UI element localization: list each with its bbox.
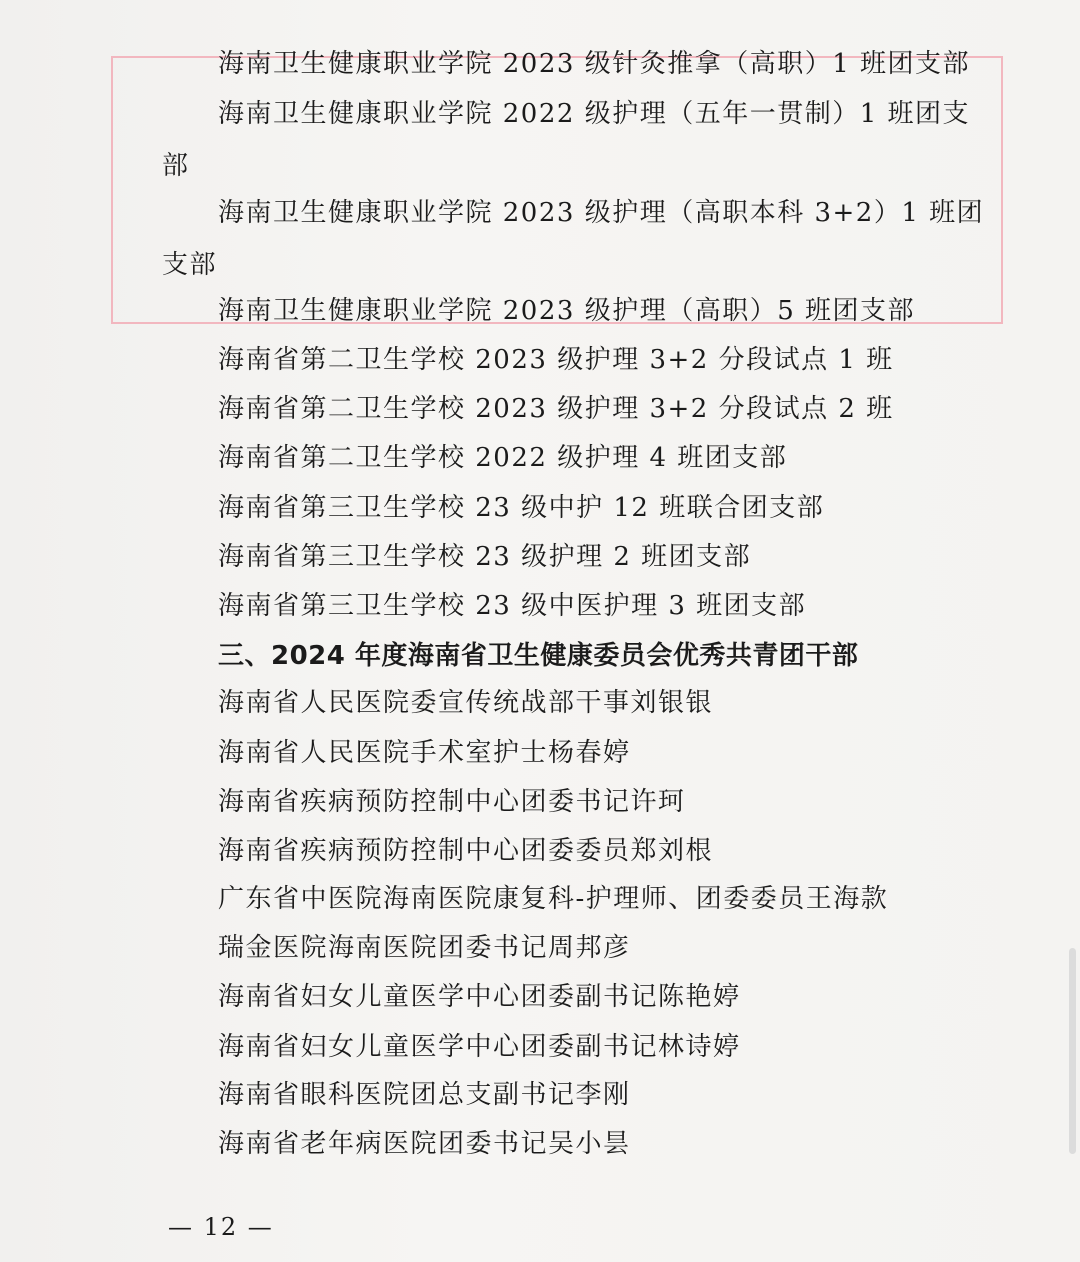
list-item: 海南省第三卫生学校 23 级护理 2 班团支部 xyxy=(218,542,752,572)
cadre-item: 海南省疾病预防控制中心团委委员郑刘根 xyxy=(218,836,714,866)
list-item: 海南省第二卫生学校 2023 级护理 3+2 分段试点 2 班 xyxy=(218,394,894,424)
list-item-continuation: 部 xyxy=(162,151,190,181)
cadre-item: 海南省人民医院手术室护士杨春婷 xyxy=(218,738,631,768)
cadre-item: 海南省妇女儿童医学中心团委副书记林诗婷 xyxy=(218,1032,741,1062)
list-item: 海南省第二卫生学校 2022 级护理 4 班团支部 xyxy=(218,443,788,473)
list-item: 海南卫生健康职业学院 2023 级针灸推拿（高职）1 班团支部 xyxy=(218,49,971,79)
cadre-item: 海南省人民医院委宣传统战部干事刘银银 xyxy=(218,688,714,718)
cadre-item: 广东省中医院海南医院康复科-护理师、团委委员王海款 xyxy=(218,884,889,914)
list-item: 海南省第二卫生学校 2023 级护理 3+2 分段试点 1 班 xyxy=(218,345,894,375)
list-item: 海南卫生健康职业学院 2023 级护理（高职）5 班团支部 xyxy=(218,296,916,326)
list-item-continuation: 支部 xyxy=(162,250,218,280)
list-item: 海南卫生健康职业学院 2023 级护理（高职本科 3+2）1 班团 xyxy=(218,198,985,228)
cadre-item: 瑞金医院海南医院团委书记周邦彦 xyxy=(218,933,631,963)
scrollbar-thumb[interactable] xyxy=(1069,948,1076,1154)
highlight-box xyxy=(111,56,1003,324)
cadre-item: 海南省眼科医院团总支副书记李刚 xyxy=(218,1080,631,1110)
list-item: 海南省第三卫生学校 23 级中护 12 班联合团支部 xyxy=(218,493,825,523)
cadre-item: 海南省妇女儿童医学中心团委副书记陈艳婷 xyxy=(218,982,741,1012)
section-heading: 三、2024 年度海南省卫生健康委员会优秀共青团干部 xyxy=(218,641,859,671)
list-item: 海南省第三卫生学校 23 级中医护理 3 班团支部 xyxy=(218,591,807,621)
list-item: 海南卫生健康职业学院 2022 级护理（五年一贯制）1 班团支 xyxy=(218,99,971,129)
page-number: — 12 — xyxy=(168,1213,274,1241)
cadre-item: 海南省疾病预防控制中心团委书记许珂 xyxy=(218,787,686,817)
cadre-item: 海南省老年病医院团委书记吴小昙 xyxy=(218,1129,631,1159)
